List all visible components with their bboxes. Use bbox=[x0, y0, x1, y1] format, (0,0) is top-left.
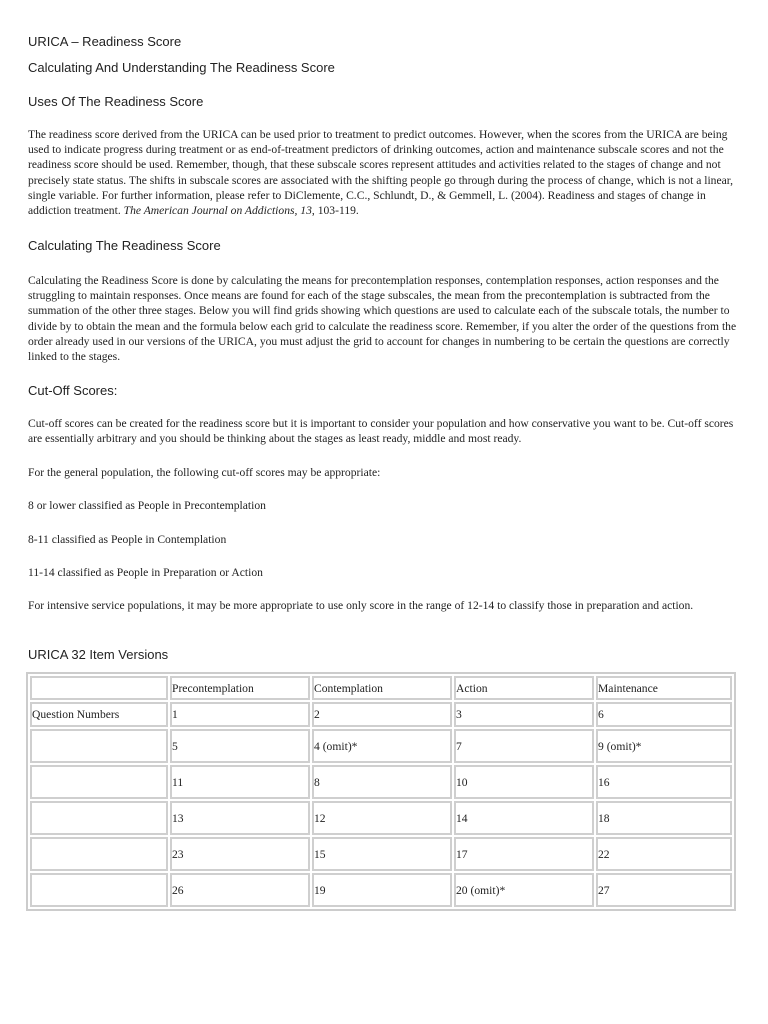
document-subtitle: Calculating And Understanding The Readiness Score bbox=[28, 60, 335, 75]
cutoff-general-intro: For the general population, the following cut-off scores may be appropriate: bbox=[28, 466, 381, 479]
table-row bbox=[30, 702, 732, 727]
table-row bbox=[30, 729, 732, 763]
table-cell: 12 bbox=[312, 801, 452, 835]
calculating-paragraph: Calculating the Readiness Score is done by calculating the means for precontemplation responses, contemplation responses, action responses and the struggling to maintain responses. Once means are found for each of the stage subscales, the mean from the precontemplation is subtracted from the summation of the other three stages. Below you will find grids showing which questions are used to calculate each of the subscale totals, the number to divide by to obtain the mean and the formula below each grid to calculate the readiness score. Remember, if you alter the order of the questions from the order already used in our versions of the URICA, you must adjust the grid to account for changes in numbering to be certain the questions are correctly linked to the stages. bbox=[28, 274, 737, 364]
header-cell: Contemplation bbox=[312, 676, 452, 700]
cutoff-item-action: 11-14 classified as People in Preparation or Action bbox=[28, 566, 263, 579]
cutoff-heading: Cut-Off Scores: bbox=[28, 383, 118, 398]
calculating-heading: Calculating The Readiness Score bbox=[28, 238, 221, 253]
table-cell: 7 bbox=[454, 729, 594, 763]
table-row bbox=[30, 873, 732, 907]
table-cell: 2 bbox=[312, 702, 452, 727]
table-cell bbox=[30, 729, 168, 763]
table-cell: 15 bbox=[312, 837, 452, 871]
table-cell: 11 bbox=[170, 765, 310, 799]
table-cell bbox=[30, 873, 168, 907]
header-cell bbox=[30, 676, 168, 700]
table-row bbox=[30, 765, 732, 799]
table-cell bbox=[30, 837, 168, 871]
uses-text: The readiness score derived from the URICA can be used prior to treatment to predict outcomes. However, when the scores from the URICA are being used to indicate progress during treatment or as end-of-treatment predictors of drinking outcomes, action and maintenance subscale scores and not the readiness score should be used. Remember, though, that these subscale scores represent attitudes and activities related to the stages of change and not precisely state status. The shifts in subscale scores are associated with the shifting people go through during the process of change, which is not a linear, single variable. For further information, please refer to DiClemente, C.C., Schlundt, D., & Gemmell, L. (2004). Readiness and stages of change in addiction treatment. bbox=[28, 128, 734, 218]
header-cell: Action bbox=[454, 676, 594, 700]
table-cell: 26 bbox=[170, 873, 310, 907]
cutoff-item-contemplation: 8-11 classified as People in Contemplation bbox=[28, 533, 227, 546]
header-cell: Maintenance bbox=[596, 676, 732, 700]
table-cell: 13 bbox=[170, 801, 310, 835]
table-row bbox=[30, 801, 732, 835]
cutoff-intensive-paragraph: For intensive service populations, it may be more appropriate to use only score in the range of 12-14 to classify those in preparation and action. bbox=[28, 599, 694, 612]
table-cell: 18 bbox=[596, 801, 732, 835]
uses-heading: Uses Of The Readiness Score bbox=[28, 94, 204, 109]
cutoff-paragraph: Cut-off scores can be created for the readiness score but it is important to consider your population and how conservative you want to be. Cut-off scores are essentially arbitrary and you should be thinking about the stages as least ready, middle and most ready. bbox=[28, 417, 734, 446]
uses-paragraph bbox=[28, 127, 740, 218]
table-cell: 10 bbox=[454, 765, 594, 799]
table-cell: 16 bbox=[596, 765, 732, 799]
table-cell: 20 (omit)* bbox=[454, 873, 594, 907]
table-cell: 8 bbox=[312, 765, 452, 799]
table-cell: 3 bbox=[454, 702, 594, 727]
table-cell bbox=[30, 765, 168, 799]
table-cell: 22 bbox=[596, 837, 732, 871]
table-cell: 17 bbox=[454, 837, 594, 871]
table-cell: 23 bbox=[170, 837, 310, 871]
question-grid-table bbox=[26, 672, 736, 911]
table-row bbox=[30, 837, 732, 871]
table-cell: 4 (omit)* bbox=[312, 729, 452, 763]
table-header-row bbox=[30, 676, 732, 700]
table-cell: 6 bbox=[596, 702, 732, 727]
citation-journal: The American Journal on Addictions, 13 bbox=[123, 204, 312, 218]
table-cell: 14 bbox=[454, 801, 594, 835]
document-title: URICA – Readiness Score bbox=[28, 34, 182, 49]
table-cell: 1 bbox=[170, 702, 310, 727]
table-cell: 27 bbox=[596, 873, 732, 907]
table-cell: 5 bbox=[170, 729, 310, 763]
table-cell: 19 bbox=[312, 873, 452, 907]
table-cell: Question Numbers bbox=[30, 702, 168, 727]
table-cell bbox=[30, 801, 168, 835]
table-cell: 9 (omit)* bbox=[596, 729, 732, 763]
versions-heading: URICA 32 Item Versions bbox=[28, 647, 169, 662]
cutoff-item-precontemplation: 8 or lower classified as People in Precontemplation bbox=[28, 499, 266, 512]
citation-pages: , 103-119. bbox=[311, 204, 359, 218]
header-cell: Precontemplation bbox=[170, 676, 310, 700]
